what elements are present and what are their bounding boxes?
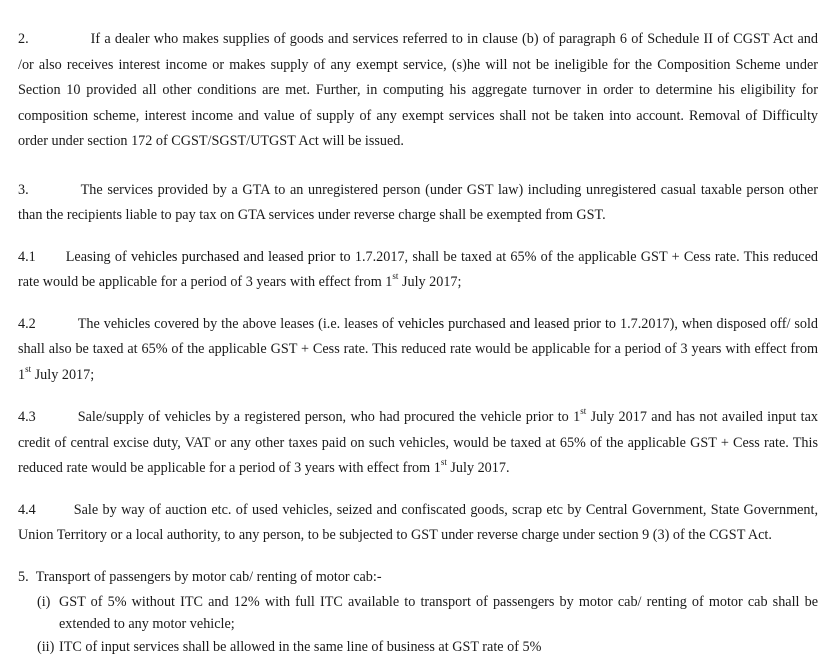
paragraph-text: The vehicles covered by the above leases (i.e. leases of xyxy=(78,316,398,332)
ordinal-suffix: st xyxy=(580,406,586,416)
paragraph-number: 5. xyxy=(18,569,29,585)
paragraph-4-3 xyxy=(18,405,818,482)
paragraph-text: Leasing of xyxy=(66,249,131,265)
paragraph-heading-text: Transport of passengers by motor cab/ renting of motor cab:- xyxy=(36,569,382,585)
paragraph-text: Sale by way of auction etc. of used vehicles, seized and confiscated goods, scrap etc by Central Government, State Government, Union Territory or a local authority, to any person, to be subjected to GST under reverse charge under section 9 (3) of the CGST Act. xyxy=(18,502,818,544)
paragraph-5 xyxy=(18,566,818,658)
paragraph-text-end: July 2017. xyxy=(447,460,510,476)
ordinal-suffix: st xyxy=(25,364,31,374)
paragraph-number: 4.4 xyxy=(18,498,36,524)
paragraph-text: If a dealer who makes supplies of goods and services referred to in clause (b) of paragraph 6 of Schedule II of CGST Act and /or also receives interest income or makes supply of any exempt service, (s)he will not be ineligible for the Composition Scheme under Section 10 provided all other conditions are met. Further, in computing his aggregate turnover in order to determine his eligibility for composition scheme, interest income and value of supply of any exempt services shall not be taken into account. Removal of Difficulty order under section 172 of CGST/SGST/UTGST Act will be issued. xyxy=(18,31,818,149)
emphasized-text: vehicles purchased and leased prior to xyxy=(131,249,351,265)
paragraph-3 xyxy=(18,178,818,229)
paragraph-4-1 xyxy=(18,245,818,296)
sub-item-list xyxy=(18,591,818,658)
paragraph-4-2 xyxy=(18,312,818,389)
ordinal-suffix: st xyxy=(441,457,447,467)
paragraph-text-end: July 2017; xyxy=(398,274,461,290)
list-item xyxy=(18,636,818,658)
paragraph-5-heading xyxy=(18,566,818,588)
paragraph-text-cont: July 2017 and has not availed input tax credit of central excise duty, VAT or any other taxes paid on such vehicles, would be taxed at 65% of the applicable GST + Cess rate. This reduced rate would be applicable for a period of 3 years with effect from 1 xyxy=(18,409,818,476)
paragraph-text: Sale/supply of vehicles by a registered person, who had procured the vehicle prior to 1 xyxy=(78,409,580,425)
paragraph-text-cont: 1.7.2017), when disposed off/ sold shall also be taxed at 65% of the applicable GST + Cess rate. This reduced rate would be applicable for a period of 3 years with effect from 1 xyxy=(18,316,818,383)
list-item-text: GST of 5% without ITC and 12% with full ITC available to transport of passengers by motor cab/ renting of motor cab shall be extended to any motor vehicle; xyxy=(59,594,818,633)
paragraph-text-cont: 1.7.2017, shall be taxed at 65% of the applicable GST + Cess rate. This reduced rate would be applicable for a period of 3 years with effect from 1 xyxy=(18,249,818,291)
list-marker: (i) xyxy=(37,591,50,614)
ordinal-suffix: st xyxy=(392,271,398,281)
document-page xyxy=(18,27,818,658)
paragraph-number: 3. xyxy=(18,178,29,204)
list-item xyxy=(18,591,818,636)
list-item-text: ITC of input services shall be allowed in the same line of business at GST rate of 5% xyxy=(59,639,541,655)
paragraph-number: 4.3 xyxy=(18,405,36,431)
paragraph-4-4 xyxy=(18,498,818,549)
paragraph-number: 4.2 xyxy=(18,312,36,338)
paragraph-2 xyxy=(18,27,818,155)
paragraph-number: 4.1 xyxy=(18,245,36,271)
emphasized-text: vehicles purchased and leased prior to xyxy=(398,316,616,332)
list-marker: (ii) xyxy=(37,636,54,658)
paragraph-text: The services provided by a GTA to an unregistered person (under GST law) including unregistered casual taxable person other than the recipients liable to pay tax on GTA services under reverse charge shall be exempted from GST. xyxy=(18,182,818,224)
paragraph-number: 2. xyxy=(18,27,29,53)
paragraph-text-end: July 2017; xyxy=(31,367,94,383)
